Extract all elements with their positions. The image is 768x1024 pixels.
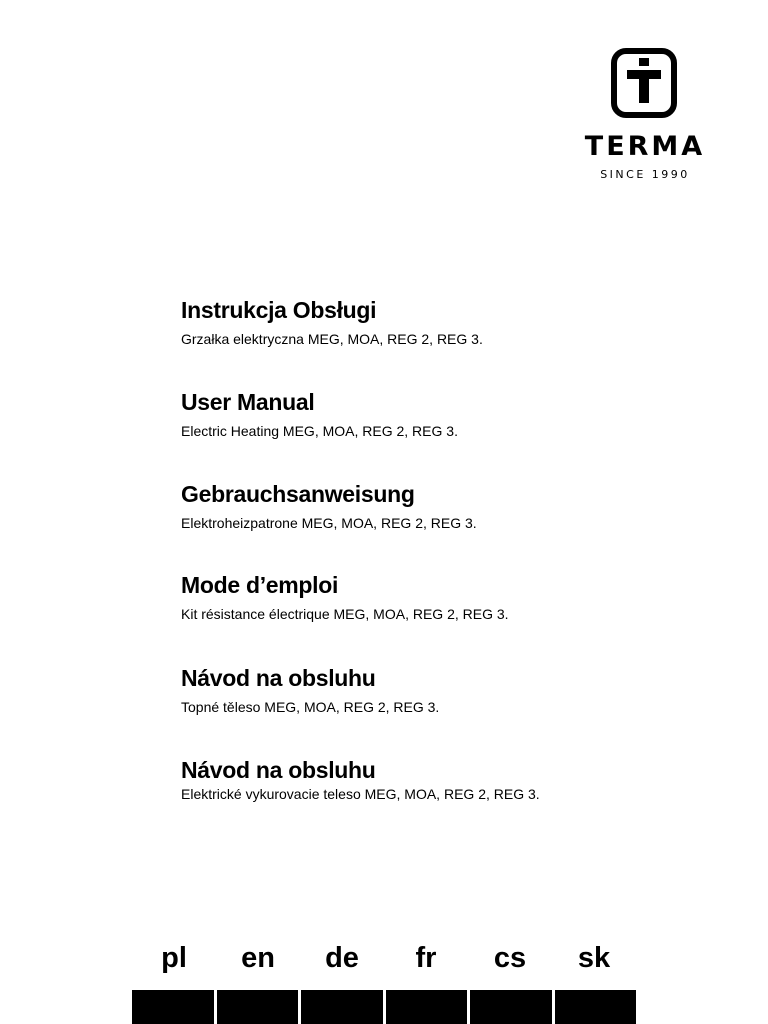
manual-title: Návod na obsluhu [181,665,376,691]
manual-title: Instrukcja Obsługi [181,297,377,323]
manual-entry-en [181,388,458,440]
manual-entry-pl [181,296,483,348]
language-code-de: de [325,942,359,974]
brand-name: TERMA [584,131,706,162]
language-code-fr: fr [415,942,437,974]
brand-logo [560,48,730,188]
manual-entry-de [181,480,477,532]
language-tab-block [132,990,214,1024]
language-codes [132,940,636,976]
language-code-sk: sk [577,942,611,974]
manual-subtitle: Elektrické vykurovacie teleso MEG, MOA, REG 2, REG 3. [181,786,540,802]
manual-title: Návod na obsluhu [181,757,376,783]
terma-logo-icon [611,48,677,118]
manual-entry-fr [181,571,509,623]
manual-title: Mode d’emploi [181,572,339,598]
language-code-cs: cs [493,942,527,974]
manual-subtitle: Elektroheizpatrone MEG, MOA, REG 2, REG 3. [181,515,477,531]
manual-title: User Manual [181,389,315,415]
language-tab-block [386,990,468,1024]
language-tab-block [217,990,299,1024]
language-tab-block [470,990,552,1024]
brand-since: SINCE 1990 [600,168,690,181]
manual-subtitle: Kit résistance électrique MEG, MOA, REG 2, REG 3. [181,606,509,622]
manual-subtitle: Topné těleso MEG, MOA, REG 2, REG 3. [181,699,440,715]
manual-entry-sk [181,756,540,803]
language-tab-block [555,990,637,1024]
manual-title: Gebrauchsanweisung [181,481,415,507]
language-code-en: en [241,942,275,974]
language-tab-block [301,990,383,1024]
manual-subtitle: Electric Heating MEG, MOA, REG 2, REG 3. [181,423,458,439]
manual-subtitle: Grzałka elektryczna MEG, MOA, REG 2, REG 3. [181,331,483,347]
manual-entry-cs [181,664,439,716]
language-tabs-bar [132,990,636,1024]
language-code-pl: pl [161,942,187,974]
